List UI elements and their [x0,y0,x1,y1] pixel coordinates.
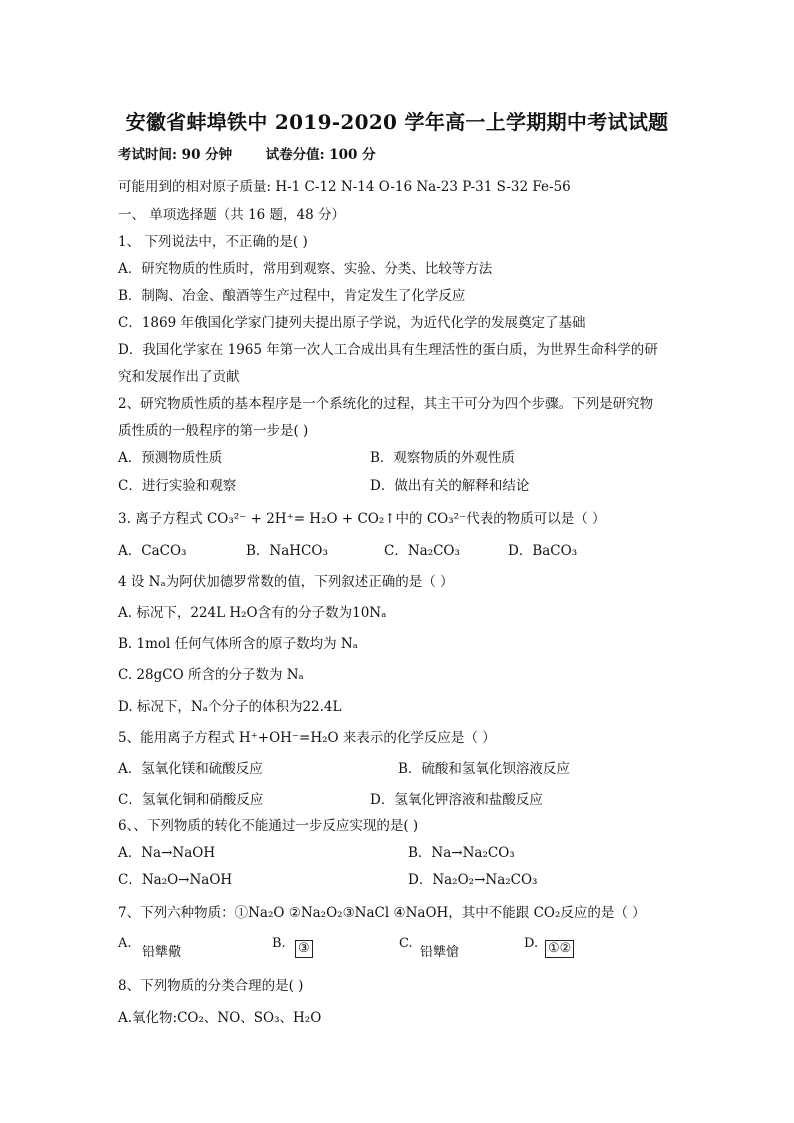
question-7-option-d-value-2: ② [559,941,572,956]
question-2-option-a: A．预测物质性质 [118,450,223,466]
question-7-option-d-label: D. [524,936,539,951]
question-2-stem: 2、研究物质性质的基本程序是一个系统化的过程，其主干可分为四个步骤。下列是研究物 [118,396,654,412]
question-7-option-b-label: B. [272,936,286,951]
exam-time: 考试时间: 90 分钟 [118,147,233,163]
question-4-option-b: B. 1mol 任何气体所含的原子数均为 Nₐ [118,636,358,652]
question-2-stem-cont: 质性质的一般程序的第一步是( ) [118,423,309,439]
question-1-option-c: C．1869 年俄国化学家门捷列夫提出原子学说，为近代化学的发展奠定了基础 [118,315,586,331]
question-8-stem: 8、下列物质的分类合理的是( ) [118,978,304,994]
question-3-stem: 3. 离子方程式 CO₃²⁻ + 2H⁺= H₂O + CO₂↑中的 CO₃²⁻代表的物质可以是（ ） [118,511,606,527]
question-5-option-c: C．氢氧化铜和硝酸反应 [118,792,264,808]
question-1-stem: 1、 下列说法中，不正确的是( ) [118,234,308,250]
question-6-option-a: A．Na→NaOH [118,845,216,861]
page-title: 安徽省蚌埠铁中 2019-2020 学年高一上学期期中考试试题 [125,110,669,134]
question-1-option-d-cont: 究和发展作出了贡献 [118,369,240,385]
question-7-option-d-box [545,940,574,958]
question-6-option-d: D．Na₂O₂→Na₂CO₃ [408,872,538,888]
question-2-option-b: B．观察物质的外观性质 [370,450,515,466]
question-3-option-b: B．NaHCO₃ [246,543,328,559]
question-1-option-d: D．我国化学家在 1965 年第一次人工合成出具有生理活性的蛋白质，为世界生命科学的研 [118,342,658,358]
question-6-option-c: C．Na₂O→NaOH [118,872,233,888]
question-4-option-c: C. 28gCO 所含的分子数为 Nₐ [118,667,304,683]
question-3-option-d: D．BaCO₃ [508,543,578,559]
atomic-mass-note: 可能用到的相对原子质量: H-1 C-12 N-14 O-16 Na-23 P-31 S-32 Fe-56 [118,179,571,195]
question-5-stem: 5、能用离子方程式 H⁺+OH⁻=H₂O 来表示的化学反应是（ ） [118,730,496,746]
question-3-option-c: C．Na₂CO₃ [384,543,460,559]
question-6-option-b: B．Na→Na₂CO₃ [408,845,515,861]
question-4-stem: 4 设 Nₐ为阿伏加德罗常数的值，下列叙述正确的是（ ） [118,574,454,590]
question-8-option-a: A.氧化物:CO₂、NO、SO₃、H₂O [118,1010,322,1026]
question-7-option-a-text: 铅犨儆 [142,945,182,960]
question-7-option-c-text: 铅犨愴 [420,945,460,960]
question-1-option-a: A．研究物质的性质时，常用到观察、实验、分类、比较等方法 [118,261,493,277]
question-7-stem: 7、下列六种物质：①Na₂O ②Na₂O₂③NaCl ④NaOH，其中不能跟 CO₂反应的是（ ） [118,905,646,921]
question-2-option-d: D．做出有关的解释和结论 [370,478,530,494]
question-7-option-a-label: A. [118,936,132,951]
question-2-option-c: C．进行实验和观察 [118,478,237,494]
question-4-option-a: A. 标况下，224L H₂O含有的分子数为10Nₐ [118,605,387,621]
question-4-option-d: D. 标况下，Nₐ个分子的体积为22.4L [118,699,342,715]
question-1-option-b: B．制陶、冶金、酿酒等生产过程中，肯定发生了化学反应 [118,288,466,304]
question-7-option-c-label: C. [399,936,413,951]
question-7-option-b-box [295,940,313,958]
question-5-option-a: A．氢氧化镁和硫酸反应 [118,761,263,777]
question-6-stem: 6、、下列物质的转化不能通过一步反应实现的是( ) [118,818,419,834]
question-7-option-b-value: ③ [298,941,310,956]
exam-info [118,146,376,164]
question-3-option-a: A．CaCO₃ [118,543,187,559]
question-7-option-d-value-1: ① [548,941,560,956]
question-5-option-d: D．氢氧化钾溶液和盐酸反应 [370,792,543,808]
section-heading: 一、 单项选择题（共 16 题，48 分） [118,207,346,223]
question-5-option-b: B．硫酸和氢氧化钡溶液反应 [398,761,570,777]
exam-score: 试卷分值: 100 分 [265,147,376,163]
